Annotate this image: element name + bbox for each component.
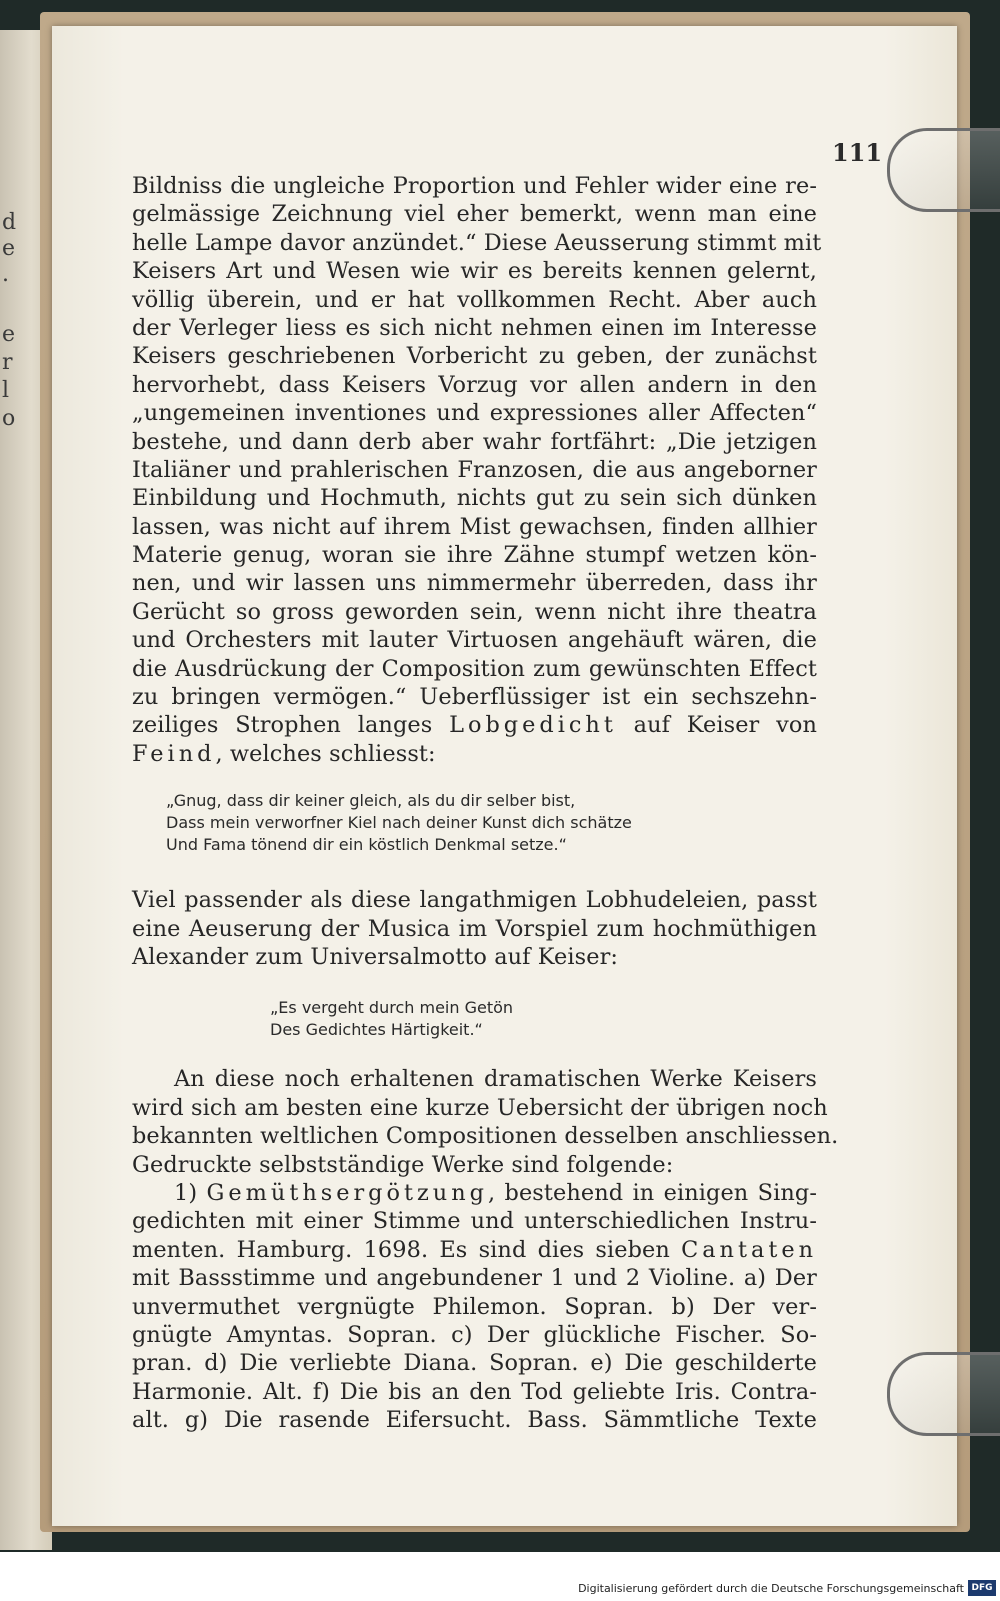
text-line: mit Bassstimme und angebundener 1 und 2 Violine. a) Der: [132, 1265, 817, 1292]
text-line: Gedruckte selbstständige Werke sind folgende:: [132, 1151, 674, 1178]
page-holder-clip-top: [887, 128, 1000, 212]
text-segment: menten. Hamburg. 1698. Es sind dies sieben: [132, 1236, 670, 1263]
text-segment: zeiliges Strophen langes: [132, 712, 433, 739]
text-line-lobgedicht: [132, 711, 817, 739]
text-line: Keisers geschriebenen Vorbericht zu geben, der zunächst: [132, 343, 817, 370]
text-line: helle Lampe davor anzündet.“ Diese Aeusserung stimmt mit: [132, 229, 822, 256]
text-line: bestehe, und dann derb aber wahr fortfährt: „Die jetzigen: [132, 428, 817, 455]
spaced-word: Cantaten: [681, 1236, 817, 1263]
text-line: An diese noch erhaltenen dramatischen Werke Keisers: [174, 1066, 817, 1093]
page-number: 111: [832, 138, 883, 167]
quote-line: Und Fama tönend dir ein köstlich Denkmal setze.“: [166, 835, 567, 855]
text-line: zu bringen vermögen.“ Ueberflüssiger ist ein sechszehn-: [132, 684, 817, 711]
text-line: Italiäner und prahlerischen Franzosen, die aus angeborner: [132, 456, 817, 483]
quote-line: Des Gedichtes Härtigkeit.“: [270, 1020, 483, 1040]
quote-line: „Gnug, dass dir keiner gleich, als du dir selber bist,: [166, 791, 576, 811]
text-segment: , welches schliesst:: [215, 740, 436, 767]
quote-line: „Es vergeht durch mein Getön: [270, 998, 514, 1018]
text-line: pran. d) Die verliebte Diana. Sopran. e) Die geschilderte: [132, 1350, 817, 1377]
text-line: Alexander zum Universalmotto auf Keiser:: [132, 943, 619, 970]
margin-fragment: .: [2, 262, 9, 287]
text-line: der Verleger liess es sich nicht nehmen einen im Interesse: [132, 314, 817, 341]
text-line: bekannten weltlichen Compositionen desselben anschliessen.: [132, 1123, 839, 1150]
text-line: nen, und wir lassen uns nimmermehr überreden, dass ihr: [132, 570, 817, 597]
spaced-word: Gemüthsergötzung: [206, 1179, 488, 1206]
text-line: gedichten mit einer Stimme und unterschiedlichen Instru-: [132, 1208, 817, 1235]
page-body: [132, 172, 839, 1434]
spaced-word: Feind: [132, 740, 216, 767]
text-line: unvermuthet vergnügte Philemon. Sopran. b) Der ver-: [132, 1293, 817, 1320]
text-line: völlig überein, und er hat vollkommen Recht. Aber auch: [132, 286, 817, 313]
text-line: Gerücht so gross geworden sein, wenn nicht ihre theatra: [132, 598, 817, 625]
text-line: eine Aeuserung der Musica im Vorspiel zum hochmüthigen: [132, 915, 817, 942]
text-line-item1: [132, 1179, 817, 1207]
spaced-word: Lobgedicht: [449, 712, 617, 739]
margin-fragment: e: [2, 322, 16, 347]
margin-fragment: o: [2, 406, 16, 431]
text-line: Bildniss die ungleiche Proportion und Fehler wider eine re-: [132, 173, 817, 199]
margin-fragment: r: [2, 350, 13, 375]
margin-fragment: l: [2, 378, 10, 403]
dfg-logo: DFG: [968, 1580, 996, 1596]
text-line-feind: [132, 740, 817, 768]
page-holder-clip-bottom: [887, 1352, 1000, 1436]
text-line: lassen, was nicht auf ihrem Mist gewachsen, finden allhier: [132, 513, 817, 540]
text-line: die Ausdrückung der Composition zum gewünschten Effect: [132, 655, 817, 682]
text-segment: , bestehend in einigen Sing-: [487, 1179, 817, 1206]
text-line: und Orchesters mit lauter Virtuosen angehäuft wären, die: [132, 627, 817, 654]
quote-line: Dass mein verworfner Kiel nach deiner Kunst dich schätze: [166, 813, 632, 833]
text-line: Harmonie. Alt. f) Die bis an den Tod geliebte Iris. Contra-: [132, 1378, 817, 1405]
text-line: Keisers Art und Wesen wie wir es bereits kennen gelernt,: [132, 258, 817, 285]
text-line: Materie genug, woran sie ihre Zähne stumpf wetzen kön-: [132, 542, 817, 569]
text-line: alt. g) Die rasende Eifersucht. Bass. Sämmtliche Texte: [132, 1407, 817, 1434]
text-line: gnügte Amyntas. Sopran. c) Der glückliche Fischer. So-: [132, 1321, 817, 1348]
text-line-cantaten: [132, 1236, 817, 1264]
book-page: [52, 26, 957, 1526]
margin-fragment: d: [2, 210, 17, 235]
footer-credit: Digitalisierung gefördert durch die Deutsche Forschungsgemeinschaft: [578, 1582, 964, 1595]
text-segment: auf Keiser von: [633, 712, 817, 739]
list-number: 1): [174, 1179, 198, 1206]
text-line: gelmässige Zeichnung viel eher bemerkt, wenn man eine: [132, 201, 817, 228]
text-line: hervorhebt, dass Keisers Vorzug vor allen andern in den: [132, 371, 817, 398]
footer-bar: [0, 1552, 1000, 1601]
text-line: „ungemeinen inventiones und expressiones aller Affecten“: [132, 400, 817, 427]
text-line: wird sich am besten eine kurze Uebersicht der übrigen noch: [132, 1094, 828, 1121]
text-line: Viel passender als diese langathmigen Lobhudeleien, passt: [132, 887, 817, 914]
margin-fragment: e: [2, 236, 16, 261]
text-line: Einbildung und Hochmuth, nichts gut zu sein sich dünken: [132, 485, 817, 512]
